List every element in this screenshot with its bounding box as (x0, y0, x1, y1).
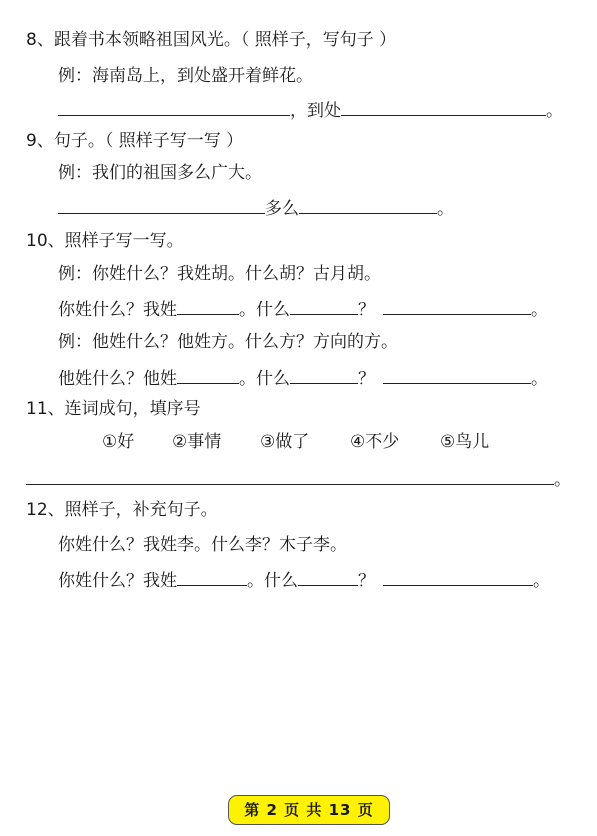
q10-line2-text-c: ？ (358, 369, 375, 389)
q12-blank-3[interactable] (383, 567, 533, 586)
q9-blank-2[interactable] (299, 195, 437, 214)
q10-line1-text-b: 。什么 (239, 300, 290, 320)
q10-example-1: 例：你姓什么？我姓胡。什么胡？古月胡。 (58, 264, 381, 284)
q11-word-1: ①好 (102, 432, 135, 452)
q10-line1-blank-2[interactable] (290, 296, 358, 315)
q10-line1-blank-3[interactable] (383, 296, 531, 315)
q8-mid-text: ，到处 (290, 101, 341, 121)
q12-blank-2[interactable] (298, 567, 358, 586)
q9-blank-1[interactable] (58, 195, 265, 214)
q11-word-5: ⑤鸟儿 (440, 432, 490, 452)
q11-word-3: ③做了 (260, 432, 310, 452)
q10-line1-end: 。 (531, 300, 548, 320)
q10-answer-line-2 (58, 365, 597, 391)
q8-blank-1[interactable] (58, 97, 290, 116)
q10-line2-blank-2[interactable] (290, 365, 358, 384)
q8-blank-2[interactable] (341, 97, 546, 116)
q12-title: 12、照样子，补充句子。 (26, 500, 218, 520)
q12-blank-1[interactable] (177, 567, 247, 586)
q10-line1-text-a: 你姓什么？我姓 (58, 300, 177, 320)
q10-line2-end: 。 (531, 369, 548, 389)
q11-blank[interactable] (26, 466, 554, 485)
q10-line2-blank-3[interactable] (383, 365, 531, 384)
q11-answer-line (26, 466, 597, 492)
q12-end: 。 (533, 571, 550, 591)
q10-example-2: 例：他姓什么？他姓方。什么方？方向的方。 (58, 332, 398, 352)
q9-example: 例：我们的祖国多么广大。 (58, 163, 262, 183)
q8-answer-line (58, 97, 597, 123)
q8-end: 。 (546, 101, 563, 121)
q10-line1-blank-1[interactable] (177, 296, 239, 315)
q12-text-a: 你姓什么？我姓 (58, 571, 177, 591)
q12-answer-line (58, 567, 597, 593)
q8-example: 例：海南岛上，到处盛开着鲜花。 (58, 66, 313, 86)
q11-word-list (102, 430, 597, 454)
q12-text-b: 。什么 (247, 571, 298, 591)
q10-answer-line-1 (58, 296, 597, 322)
q9-end: 。 (437, 199, 454, 219)
q9-mid-text: 多么 (265, 199, 299, 219)
q11-title: 11、连词成句，填序号 (26, 399, 201, 419)
q11-word-2: ②事情 (172, 432, 222, 452)
q12-text-c: ？ (358, 571, 375, 591)
page-indicator-badge: 第 2 页 共 13 页 (228, 795, 390, 825)
q10-line1-text-c: ？ (358, 300, 375, 320)
q10-line2-text-a: 他姓什么？他姓 (58, 369, 177, 389)
q8-title: 8、跟着书本领略祖国风光。（ 照样子，写句子 ） (26, 30, 397, 50)
q10-line2-blank-1[interactable] (177, 365, 239, 384)
q10-line2-text-b: 。什么 (239, 369, 290, 389)
q11-word-4: ④不少 (350, 432, 400, 452)
q12-example: 你姓什么？我姓李。什么李？木子李。 (58, 535, 347, 555)
q10-title: 10、照样子写一写。 (26, 231, 184, 251)
q11-end: 。 (554, 470, 571, 490)
q9-answer-line (58, 195, 597, 221)
q9-title: 9、句子。（ 照样子写一写 ） (26, 131, 244, 151)
